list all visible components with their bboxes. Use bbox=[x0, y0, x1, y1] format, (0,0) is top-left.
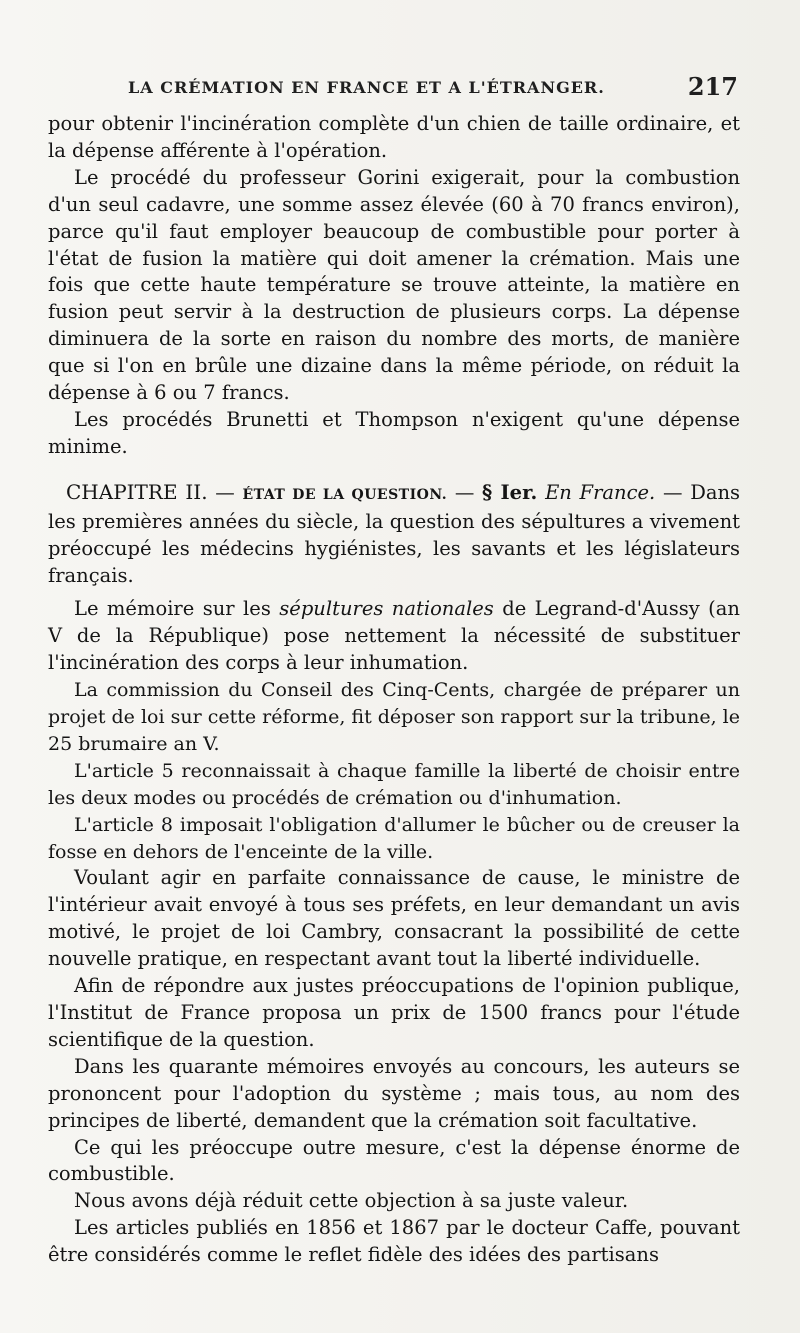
paragraph-4 bbox=[48, 596, 740, 677]
section-title: En France. bbox=[545, 480, 656, 504]
paragraph-4-italic: sépultures nationales bbox=[279, 597, 494, 621]
paragraph-4-before: Le mémoire sur les bbox=[74, 597, 280, 621]
section-number: § Ier. bbox=[482, 480, 538, 504]
paragraph-2: Le procédé du professeur Gorini exigerait, pour la combustion d'un seul cadavre, une somme assez élevée (60 à 70 francs environ), parce qu'il faut employer beaucoup de combustible pour porter à l'état de fusion la matière qui doit amener la crémation. Mais une fois que cette haute température se trouve atteinte, la matière en fusion peut servir à la destruction de plusieurs corps. La dépense diminuera de la sorte en raison du nombre des morts, de manière que si l'on en brûle une dizaine dans la même période, on réduit la dépense à 6 ou 7 francs. bbox=[48, 165, 740, 405]
paragraph-12: Nous avons déjà réduit cette objection à sa juste valeur. bbox=[74, 1189, 629, 1213]
paragraph-7: L'article 8 imposait l'obligation d'allumer le bûcher ou de creuser la fosse en dehors de l'enceinte de la ville. bbox=[48, 813, 740, 863]
paragraph-11: Ce qui les préoccupe outre mesure, c'est la dépense énorme de combustible. bbox=[48, 1135, 740, 1186]
chapter-heading-paragraph bbox=[48, 479, 740, 590]
paragraph-5: La commission du Conseil des Cinq-Cents, chargée de préparer un projet de loi sur cette réforme, fit déposer son rapport sur la tribune, le 25 brumaire an V. bbox=[48, 679, 740, 755]
paragraph-4-after: de Legrand-d'Aussy (an V de la République) pose nettement la nécessité de substituer l'incinération des corps à leur inhumation. bbox=[48, 597, 740, 675]
running-title: LA CRÉMATION EN FRANCE ET A L'ÉTRANGER. bbox=[128, 78, 605, 97]
page-body bbox=[48, 111, 740, 1269]
paragraph-9: Afin de répondre aux justes préoccupations de l'opinion publique, l'Institut de France proposa un prix de 1500 francs pour l'étude scientifique de la question. bbox=[48, 974, 740, 1051]
paragraph-13: Les articles publiés en 1856 et 1867 par le docteur Caffe, pouvant être considérés comme le reflet fidèle des idées des partisans bbox=[48, 1216, 740, 1267]
paragraph-3: Les procédés Brunetti et Thompson n'exigent qu'une dépense minime. bbox=[48, 407, 740, 458]
paragraph-8: Voulant agir en parfaite connaissance de cause, le ministre de l'intérieur avait envoyé à tous ses préfets, en leur demandant un avis motivé, le projet de loi Cambry, consacrant la possibilité de cette nouvelle pratique, en respectant avant tout la liberté individuelle. bbox=[48, 866, 740, 971]
chapter-dash-1: — bbox=[207, 480, 243, 504]
paragraph-6: L'article 5 reconnaissait à chaque famille la liberté de choisir entre les deux modes ou procédés de crémation ou d'inhumation. bbox=[48, 759, 740, 809]
chapter-subtitle: ÉTAT DE LA QUESTION. bbox=[242, 486, 448, 503]
chapter-label: CHAPITRE II. bbox=[66, 479, 208, 504]
chapter-text: Dans les premières années du siècle, la question des sépultures a vivement préoccupé les médecins hygiénistes, les savants et les législateurs français. bbox=[48, 480, 741, 587]
page-number: 217 bbox=[687, 72, 738, 101]
chapter-dash-2: — bbox=[447, 480, 483, 504]
chapter-dash-3: — bbox=[655, 480, 691, 504]
paragraph-10: Dans les quarante mémoires envoyés au concours, les auteurs se prononcent pour l'adoption du système ; mais tous, au nom des principes de liberté, demandent que la crémation soit facultative. bbox=[48, 1054, 740, 1132]
running-header bbox=[128, 72, 738, 104]
paragraph-1: pour obtenir l'incinération complète d'un chien de taille ordinaire, et la dépense afférente à l'opération. bbox=[48, 112, 740, 162]
